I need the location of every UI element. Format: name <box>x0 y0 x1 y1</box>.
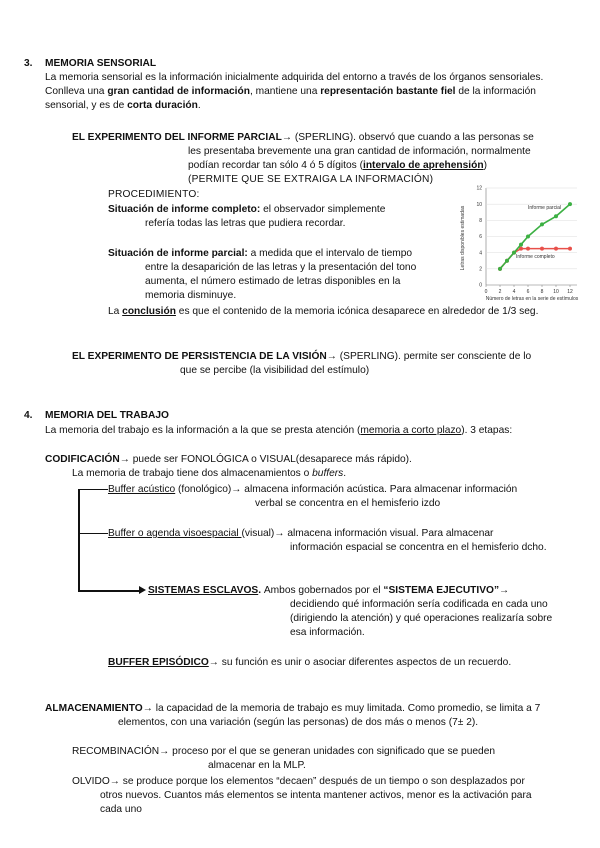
text: . <box>343 468 347 479</box>
text: (fonológico)→ almacena información acústica. Para almacenar información <box>175 484 518 495</box>
x-tick-label: 2 <box>498 289 502 295</box>
paragraph-line: La memoria sensorial es la información inicialmente adquirida del entorno a través de los órganos sensoriales. <box>45 72 544 83</box>
experiment-title <box>72 131 534 145</box>
paragraph-line: refería todas las letras que pudiera recordar. <box>145 218 346 229</box>
underlined-bold-text: BUFFER EPISÓDICO <box>108 657 209 668</box>
bracket-vertical <box>78 489 80 591</box>
data-point <box>526 235 530 239</box>
bold-text: CODIFICACIÓN <box>45 454 120 465</box>
paragraph-line: RECOMBINACIÓN→ proceso por el que se generan unidades con significado que se pueden <box>72 746 496 757</box>
paragraph-line: información espacial se concentra en el hemisferio dcho. <box>290 542 547 553</box>
text: a medida que el intervalo de tiempo <box>247 248 413 259</box>
sperling-chart <box>452 180 586 304</box>
paragraph-line: (PERMITE QUE SE EXTRAIGA LA INFORMACIÓN) <box>188 174 434 185</box>
paragraph-line <box>108 483 517 497</box>
text: → la capacidad de la memoria de trabajo es muy limitada. Como promedio, se limita a 7 <box>142 703 541 714</box>
section-number: 3. <box>24 58 33 69</box>
data-point <box>505 259 509 263</box>
paragraph-line: verbal se concentra en el hemisferio izdo <box>255 498 441 509</box>
text: Conlleva una <box>45 86 108 97</box>
italic-text: buffers <box>312 468 344 479</box>
paragraph-line <box>108 527 493 541</box>
data-point <box>519 243 523 247</box>
bold-text: ALMACENAMIENTO <box>45 703 143 714</box>
text: (visual)→ almacena información visual. Para almacenar <box>241 528 494 539</box>
bold-text: . <box>258 585 264 596</box>
procedure-label: PROCEDIMIENTO: <box>108 189 200 200</box>
data-point <box>568 202 572 206</box>
data-point <box>526 247 530 251</box>
text: La memoria de trabajo tiene dos almacenamientos o <box>72 468 313 479</box>
bold-text: Situación de informe parcial: <box>108 248 248 259</box>
x-tick-label: 4 <box>512 289 516 295</box>
text: Ambos gobernados por el <box>263 585 384 596</box>
arrow-head-icon <box>139 586 146 594</box>
codificacion-line <box>45 453 412 467</box>
paragraph-line: almacenar en la MLP. <box>208 760 306 771</box>
paragraph-line <box>108 247 412 261</box>
text: → <box>499 585 510 596</box>
underlined-text: Buffer acústico <box>108 484 176 495</box>
underlined-bold-text: intervalo de aprehensión <box>363 160 484 171</box>
text: ) <box>483 160 487 171</box>
y-tick-label: 6 <box>479 234 482 241</box>
bold-text: corta duración <box>127 100 198 111</box>
y-tick-label: 2 <box>479 266 482 273</box>
y-axis-label: Letras disponibles estimadas <box>460 205 466 271</box>
bold-text: representación bastante fiel <box>320 86 456 97</box>
paragraph-line: elementos, con una variación (según las personas) de dos más o menos (7± 2). <box>118 717 479 728</box>
paragraph-line <box>45 99 201 113</box>
text: ). 3 etapas: <box>461 425 513 436</box>
y-tick-label: 8 <box>479 218 482 225</box>
bracket-bottom <box>78 590 140 592</box>
paragraph-line <box>45 85 536 99</box>
x-tick-label: 10 <box>553 289 559 295</box>
underlined-bold-text: conclusión <box>122 306 176 317</box>
text: podían recordar tan sólo 4 ó 5 dígitos ( <box>188 160 363 171</box>
paragraph-line: que se percibe (la visibilidad del estímulo) <box>180 365 370 376</box>
text: → puede ser FONOLÓGICA o VISUAL(desaparece más rápido). <box>119 454 412 465</box>
text: . <box>197 100 201 111</box>
x-tick-label: 0 <box>484 289 488 295</box>
section-number: 4. <box>24 410 33 421</box>
bold-text: “SISTEMA EJECUTIVO” <box>383 585 500 596</box>
data-point <box>498 267 502 271</box>
paragraph-line: (dirigiendo la atención) y qué operaciones realizaría sobre <box>290 613 553 624</box>
data-point <box>540 247 544 251</box>
text: → su función es unir o asociar diferentes aspectos de un recuerdo. <box>208 657 512 668</box>
text: es que el contenido de la memoria icónica desaparece en alrededor de 1/3 seg. <box>175 306 539 317</box>
bracket-top <box>78 489 108 490</box>
paragraph-line <box>188 159 487 173</box>
experiment-title <box>72 350 531 364</box>
data-point <box>554 214 558 218</box>
text: el observador simplemente <box>260 204 386 215</box>
bracket-middle <box>78 533 108 534</box>
section-title: MEMORIA DEL TRABAJO <box>45 410 169 421</box>
y-tick-label: 4 <box>479 250 482 257</box>
paragraph-line: memoria disminuye. <box>145 290 237 301</box>
paragraph-line <box>45 424 512 438</box>
y-tick-label: 12 <box>476 185 482 192</box>
legend-partial: Informe parcial <box>528 205 562 211</box>
paragraph-line <box>72 467 346 481</box>
underlined-text: memoria a corto plazo <box>360 425 462 436</box>
text: de la información <box>455 86 536 97</box>
data-point <box>554 247 558 251</box>
y-tick-label: 10 <box>476 201 482 208</box>
paragraph-line: otros nuevos. Cuantos más elementos se intenta mantener activos, menor es la activación para <box>100 790 532 801</box>
underlined-bold-text: SISTEMAS ESCLAVOS <box>148 585 259 596</box>
paragraph-line <box>45 702 540 716</box>
section-title: MEMORIA SENSORIAL <box>45 58 157 69</box>
text: → (SPERLING). permite ser consciente de lo <box>326 351 532 362</box>
text: , mantiene una <box>249 86 321 97</box>
bold-text: gran cantidad de información <box>107 86 250 97</box>
underlined-text: Buffer o agenda visoespacial <box>108 528 242 539</box>
bold-text: EL EXPERIMENTO DE PERSISTENCIA DE LA VISIÓN <box>72 351 327 362</box>
text: La memoria del trabajo es la información a la que se presta atención ( <box>45 425 361 436</box>
paragraph-line: cada uno <box>100 804 142 815</box>
paragraph-line: les presentaba brevemente una gran cantidad de información, normalmente <box>188 146 531 157</box>
text: La <box>108 306 123 317</box>
paragraph-line <box>148 584 509 598</box>
paragraph-line <box>108 203 385 217</box>
paragraph-line: aumenta, el número estimado de letras disponibles en la <box>145 276 401 287</box>
data-point <box>568 247 572 251</box>
text: → (SPERLING). observó que cuando a las personas se <box>281 132 534 143</box>
text: sensorial, y es de <box>45 100 128 111</box>
data-point <box>540 222 544 226</box>
y-tick-label: 0 <box>479 282 482 289</box>
paragraph-line: esa información. <box>290 627 365 638</box>
paragraph-line <box>108 656 511 670</box>
bold-text: EL EXPERIMENTO DEL INFORME PARCIAL <box>72 132 282 143</box>
x-axis-label: Número de letras en la serie de estímulos <box>485 296 579 302</box>
paragraph-line: OLVIDO→ se produce porque los elementos “decaen” después de un tiempo o son desplazados por <box>72 776 525 787</box>
conclusion-line <box>108 305 538 319</box>
bold-text: Situación de informe completo: <box>108 204 261 215</box>
x-tick-label: 6 <box>526 289 530 295</box>
x-tick-label: 12 <box>567 289 573 295</box>
paragraph-line: decidiendo qué información sería codificada en cada uno <box>290 599 548 610</box>
legend-complete: Informe completo <box>516 254 555 260</box>
paragraph-line: entre la desaparición de las letras y la presentación del tono <box>145 262 417 273</box>
x-tick-label: 8 <box>540 289 544 295</box>
